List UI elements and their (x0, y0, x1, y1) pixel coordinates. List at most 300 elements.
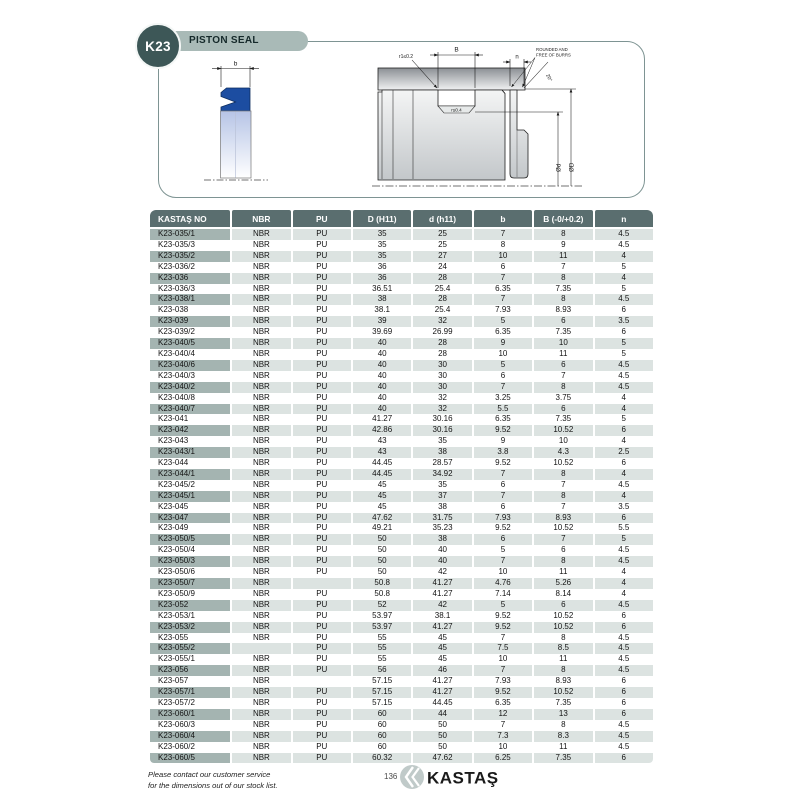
value-cell: NBR (232, 404, 290, 415)
value-cell: 9.52 (474, 622, 532, 633)
value-cell: 55 (353, 633, 411, 644)
value-cell: NBR (232, 338, 290, 349)
value-cell: 7 (474, 665, 532, 676)
value-cell: 6 (534, 360, 592, 371)
value-cell: 47.62 (413, 753, 471, 764)
value-cell: 8.3 (534, 731, 592, 742)
value-cell: 55 (353, 654, 411, 665)
value-cell: 5 (474, 600, 532, 611)
table-row (150, 393, 653, 404)
value-cell: PU (293, 687, 351, 698)
footer-note-line1: Please contact our customer service (148, 770, 271, 779)
table-row (150, 425, 653, 436)
table-row (150, 273, 653, 284)
value-cell: PU (293, 513, 351, 524)
value-cell: 40 (353, 382, 411, 393)
value-cell: 35 (353, 240, 411, 251)
value-cell: 41.27 (413, 622, 471, 633)
value-cell: 7 (474, 229, 532, 240)
value-cell: PU (293, 720, 351, 731)
value-cell: 4.5 (595, 240, 653, 251)
value-cell: 7 (474, 633, 532, 644)
value-cell: 6 (595, 425, 653, 436)
value-cell: 60 (353, 720, 411, 731)
value-cell: 9.52 (474, 523, 532, 534)
column-header: d (h11) (413, 210, 471, 229)
part-number-cell: K23-040/3 (150, 371, 230, 382)
value-cell: 7 (534, 534, 592, 545)
value-cell: 25 (413, 240, 471, 251)
value-cell: 7 (474, 273, 532, 284)
value-cell: 35 (353, 229, 411, 240)
part-number-cell: K23-045/1 (150, 491, 230, 502)
value-cell: NBR (232, 731, 290, 742)
value-cell: 44 (413, 709, 471, 720)
part-number-cell: K23-041 (150, 414, 230, 425)
value-cell: 7 (474, 382, 532, 393)
value-cell: 6.25 (474, 753, 532, 764)
value-cell: 5 (595, 262, 653, 273)
value-cell: 50 (353, 545, 411, 556)
part-number-cell: K23-055/1 (150, 654, 230, 665)
value-cell: 7 (534, 262, 592, 273)
value-cell: 10 (474, 742, 532, 753)
value-cell: 53.97 (353, 622, 411, 633)
value-cell: 50 (353, 556, 411, 567)
value-cell: 6 (595, 458, 653, 469)
value-cell: 13 (534, 709, 592, 720)
value-cell: 8 (534, 556, 592, 567)
value-cell: 43 (353, 436, 411, 447)
value-cell: 5 (474, 360, 532, 371)
value-cell: 6 (474, 502, 532, 513)
value-cell: 11 (534, 349, 592, 360)
burrs-note-line2: FREE OF BURRS (536, 52, 571, 58)
dim-b-label: b (233, 60, 238, 68)
value-cell: 9 (474, 436, 532, 447)
table-row (150, 600, 653, 611)
value-cell: 57.15 (353, 676, 411, 687)
table-row (150, 251, 653, 262)
value-cell: NBR (232, 545, 290, 556)
value-cell: 4.5 (595, 382, 653, 393)
brand-logo (398, 763, 502, 791)
value-cell: 4 (595, 404, 653, 415)
installation-drawing (370, 42, 588, 194)
value-cell: NBR (232, 360, 290, 371)
value-cell: PU (293, 523, 351, 534)
value-cell: 4.5 (595, 480, 653, 491)
part-number-cell: K23-035/1 (150, 229, 230, 240)
value-cell: 40 (353, 404, 411, 415)
value-cell: 10 (474, 349, 532, 360)
seal-cross-section-drawing (198, 58, 310, 190)
dia-D-label: ØD (568, 162, 576, 172)
value-cell: NBR (232, 284, 290, 295)
value-cell: NBR (232, 556, 290, 567)
part-number-cell: K23-049 (150, 523, 230, 534)
value-cell: 5.5 (474, 404, 532, 415)
footer-note (148, 770, 278, 791)
value-cell: 3.25 (474, 393, 532, 404)
value-cell: 5 (595, 414, 653, 425)
value-cell: 25.4 (413, 305, 471, 316)
value-cell: 6 (534, 600, 592, 611)
value-cell: 37 (413, 491, 471, 502)
table-row (150, 523, 653, 534)
value-cell: 11 (534, 742, 592, 753)
part-number-cell: K23-038/1 (150, 294, 230, 305)
seal-land (510, 90, 528, 178)
column-header: NBR (232, 210, 290, 229)
value-cell: PU (293, 665, 351, 676)
value-cell: 6 (534, 316, 592, 327)
table-row (150, 327, 653, 338)
value-cell: 41.27 (413, 589, 471, 600)
value-cell: PU (293, 480, 351, 491)
table-row (150, 371, 653, 382)
part-number-cell: K23-056 (150, 665, 230, 676)
value-cell: PU (293, 251, 351, 262)
value-cell: 57.15 (353, 698, 411, 709)
table-row (150, 480, 653, 491)
value-cell: 4.5 (595, 229, 653, 240)
part-number-cell: K23-050/5 (150, 534, 230, 545)
value-cell: 47.62 (353, 513, 411, 524)
value-cell: 30 (413, 371, 471, 382)
value-cell: NBR (232, 567, 290, 578)
value-cell: 8 (534, 469, 592, 480)
value-cell: 34.92 (413, 469, 471, 480)
value-cell: NBR (232, 622, 290, 633)
value-cell: 4 (595, 589, 653, 600)
value-cell: NBR (232, 316, 290, 327)
value-cell: NBR (232, 436, 290, 447)
value-cell: PU (293, 731, 351, 742)
table-row (150, 698, 653, 709)
value-cell: PU (293, 229, 351, 240)
table-row (150, 622, 653, 633)
value-cell: 9 (534, 240, 592, 251)
part-number-cell: K23-044 (150, 458, 230, 469)
value-cell: 40 (353, 371, 411, 382)
value-cell: 8.14 (534, 589, 592, 600)
value-cell: PU (293, 534, 351, 545)
value-cell: 4.5 (595, 600, 653, 611)
part-number-cell: K23-040/2 (150, 382, 230, 393)
value-cell: 8.5 (534, 643, 592, 654)
value-cell: PU (293, 338, 351, 349)
value-cell: 7.35 (534, 753, 592, 764)
value-cell: 7 (534, 502, 592, 513)
value-cell: 42 (413, 567, 471, 578)
dim-B-label: B (454, 46, 459, 54)
value-cell: NBR (232, 502, 290, 513)
value-cell: 46 (413, 665, 471, 676)
value-cell: PU (293, 643, 351, 654)
value-cell: 10 (474, 654, 532, 665)
value-cell: 6 (474, 371, 532, 382)
value-cell: 40 (353, 349, 411, 360)
value-cell: PU (293, 491, 351, 502)
value-cell: 50 (353, 534, 411, 545)
part-number-cell: K23-060/2 (150, 742, 230, 753)
value-cell: PU (293, 382, 351, 393)
value-cell: 50.8 (353, 578, 411, 589)
value-cell: NBR (232, 633, 290, 644)
value-cell: 9.52 (474, 425, 532, 436)
table-row (150, 349, 653, 360)
value-cell: 39.69 (353, 327, 411, 338)
value-cell: PU (293, 316, 351, 327)
value-cell: NBR (232, 611, 290, 622)
part-number-cell: K23-036 (150, 273, 230, 284)
value-cell: 6 (595, 327, 653, 338)
part-number-cell: K23-036/3 (150, 284, 230, 295)
table-row (150, 731, 653, 742)
part-number-cell: K23-045/2 (150, 480, 230, 491)
value-cell: 45 (353, 491, 411, 502)
part-number-cell: K23-052 (150, 600, 230, 611)
part-number-cell: K23-055 (150, 633, 230, 644)
value-cell: 6 (474, 534, 532, 545)
r1-label: r1≤0.2 (398, 54, 414, 60)
value-cell: 3.5 (595, 316, 653, 327)
value-cell: 5 (595, 349, 653, 360)
value-cell: 44.45 (353, 469, 411, 480)
part-number-cell: K23-036/2 (150, 262, 230, 273)
table-row (150, 305, 653, 316)
value-cell: 10.52 (534, 425, 592, 436)
part-number-cell: K23-053/1 (150, 611, 230, 622)
value-cell: 6.35 (474, 414, 532, 425)
value-cell: 4 (595, 491, 653, 502)
table-row (150, 556, 653, 567)
value-cell: 8.93 (534, 305, 592, 316)
column-header: D (H11) (353, 210, 411, 229)
value-cell: 24 (413, 262, 471, 273)
value-cell: 7 (474, 294, 532, 305)
table-row (150, 545, 653, 556)
value-cell: 38 (413, 447, 471, 458)
value-cell: 6 (595, 611, 653, 622)
value-cell: 11 (534, 654, 592, 665)
table-row (150, 436, 653, 447)
footer-note-line2: for the dimensions out of our stock list. (148, 780, 278, 790)
value-cell: 28 (413, 294, 471, 305)
value-cell: 6 (595, 698, 653, 709)
table-row (150, 753, 653, 764)
value-cell: 60 (353, 742, 411, 753)
value-cell: 32 (413, 316, 471, 327)
value-cell: 4.5 (595, 556, 653, 567)
column-header: PU (293, 210, 351, 229)
value-cell: 6.35 (474, 698, 532, 709)
dim-n-label: n (515, 54, 519, 61)
table-row (150, 229, 653, 240)
value-cell: 32 (413, 404, 471, 415)
page-number: 136 (384, 772, 398, 781)
value-cell: 5.5 (595, 523, 653, 534)
value-cell: 5 (474, 545, 532, 556)
value-cell: 7.14 (474, 589, 532, 600)
value-cell: 60 (353, 709, 411, 720)
part-number-cell: K23-040/7 (150, 404, 230, 415)
value-cell: NBR (232, 447, 290, 458)
value-cell: 6 (474, 480, 532, 491)
value-cell: PU (293, 371, 351, 382)
value-cell: 38.1 (413, 611, 471, 622)
value-cell: 7.5 (474, 643, 532, 654)
value-cell: 40 (353, 360, 411, 371)
seal-profile (221, 88, 250, 111)
value-cell: 4.5 (595, 654, 653, 665)
value-cell: 7 (534, 371, 592, 382)
value-cell: 8 (534, 665, 592, 676)
value-cell: PU (293, 327, 351, 338)
value-cell: 7.3 (474, 731, 532, 742)
parts-table-wrap (148, 210, 655, 763)
table-row (150, 360, 653, 371)
value-cell: NBR (232, 491, 290, 502)
value-cell: 10.52 (534, 687, 592, 698)
value-cell: 5 (595, 534, 653, 545)
value-cell: NBR (232, 327, 290, 338)
table-row (150, 589, 653, 600)
value-cell: 28 (413, 338, 471, 349)
part-number-cell: K23-044/1 (150, 469, 230, 480)
column-header: B (-0/+0.2) (534, 210, 592, 229)
value-cell: 8.93 (534, 676, 592, 687)
value-cell: 50.8 (353, 589, 411, 600)
value-cell: PU (293, 404, 351, 415)
value-cell: 4.5 (595, 665, 653, 676)
table-row (150, 338, 653, 349)
series-badge (135, 23, 181, 69)
part-number-cell: K23-055/2 (150, 643, 230, 654)
value-cell: 41.27 (353, 414, 411, 425)
value-cell: 50 (413, 742, 471, 753)
value-cell: NBR (232, 654, 290, 665)
value-cell: 30.16 (413, 425, 471, 436)
table-row (150, 458, 653, 469)
table-row (150, 742, 653, 753)
table-row (150, 578, 653, 589)
value-cell: 7.93 (474, 513, 532, 524)
value-cell: 10.52 (534, 611, 592, 622)
table-row (150, 414, 653, 425)
value-cell: 44.45 (413, 698, 471, 709)
part-number-cell: K23-039/2 (150, 327, 230, 338)
value-cell: 4.76 (474, 578, 532, 589)
value-cell: PU (293, 414, 351, 425)
table-row (150, 633, 653, 644)
value-cell: 50 (413, 720, 471, 731)
part-number-cell: K23-043/1 (150, 447, 230, 458)
value-cell: NBR (232, 229, 290, 240)
value-cell: PU (293, 753, 351, 764)
value-cell: NBR (232, 349, 290, 360)
value-cell: 7.35 (534, 284, 592, 295)
table-row (150, 240, 653, 251)
table-body (150, 229, 653, 763)
value-cell: 9 (474, 338, 532, 349)
value-cell: 8.93 (534, 513, 592, 524)
table-row (150, 382, 653, 393)
value-cell: 3.8 (474, 447, 532, 458)
table-row (150, 687, 653, 698)
part-number-cell: K23-050/3 (150, 556, 230, 567)
value-cell: 25 (413, 229, 471, 240)
value-cell: 12 (474, 709, 532, 720)
part-number-cell: K23-035/2 (150, 251, 230, 262)
value-cell: NBR (232, 676, 290, 687)
value-cell: 41.27 (413, 578, 471, 589)
part-number-cell: K23-035/3 (150, 240, 230, 251)
value-cell: 6.35 (474, 327, 532, 338)
value-cell: 5 (595, 284, 653, 295)
value-cell: 50 (413, 731, 471, 742)
value-cell: 4.5 (595, 720, 653, 731)
table-row (150, 534, 653, 545)
value-cell: PU (293, 262, 351, 273)
value-cell: 30 (413, 382, 471, 393)
value-cell: 53.97 (353, 611, 411, 622)
part-number-cell: K23-060/1 (150, 709, 230, 720)
value-cell: 4.5 (595, 633, 653, 644)
value-cell: 3.5 (595, 502, 653, 513)
value-cell: 36.51 (353, 284, 411, 295)
value-cell: 8 (534, 273, 592, 284)
part-number-cell: K23-042 (150, 425, 230, 436)
table-row (150, 502, 653, 513)
cylinder-block (378, 68, 525, 90)
value-cell: NBR (232, 709, 290, 720)
section-title-pill (166, 31, 308, 51)
value-cell: 31.75 (413, 513, 471, 524)
value-cell: NBR (232, 687, 290, 698)
value-cell: 10 (474, 251, 532, 262)
value-cell: PU (293, 600, 351, 611)
part-number-cell: K23-060/5 (150, 753, 230, 764)
value-cell: PU (293, 447, 351, 458)
value-cell: 4.5 (595, 731, 653, 742)
value-cell: 6 (595, 687, 653, 698)
value-cell: PU (293, 360, 351, 371)
part-number-cell: K23-057 (150, 676, 230, 687)
value-cell: 27 (413, 251, 471, 262)
value-cell: 7 (474, 469, 532, 480)
value-cell: 4.3 (534, 447, 592, 458)
value-cell: 4.5 (595, 545, 653, 556)
value-cell: 6 (595, 622, 653, 633)
value-cell: 35.23 (413, 523, 471, 534)
column-header: KASTAŞ NO (150, 210, 230, 229)
value-cell: NBR (232, 578, 290, 589)
chamfer-angle-label: 20° (544, 73, 553, 83)
part-number-cell: K23-053/2 (150, 622, 230, 633)
value-cell: NBR (232, 371, 290, 382)
part-number-cell: K23-057/2 (150, 698, 230, 709)
value-cell: 56 (353, 665, 411, 676)
value-cell: NBR (232, 523, 290, 534)
value-cell: 10 (474, 567, 532, 578)
value-cell: 7.93 (474, 676, 532, 687)
value-cell: PU (293, 622, 351, 633)
value-cell: NBR (232, 513, 290, 524)
table-row (150, 654, 653, 665)
value-cell: PU (293, 502, 351, 513)
